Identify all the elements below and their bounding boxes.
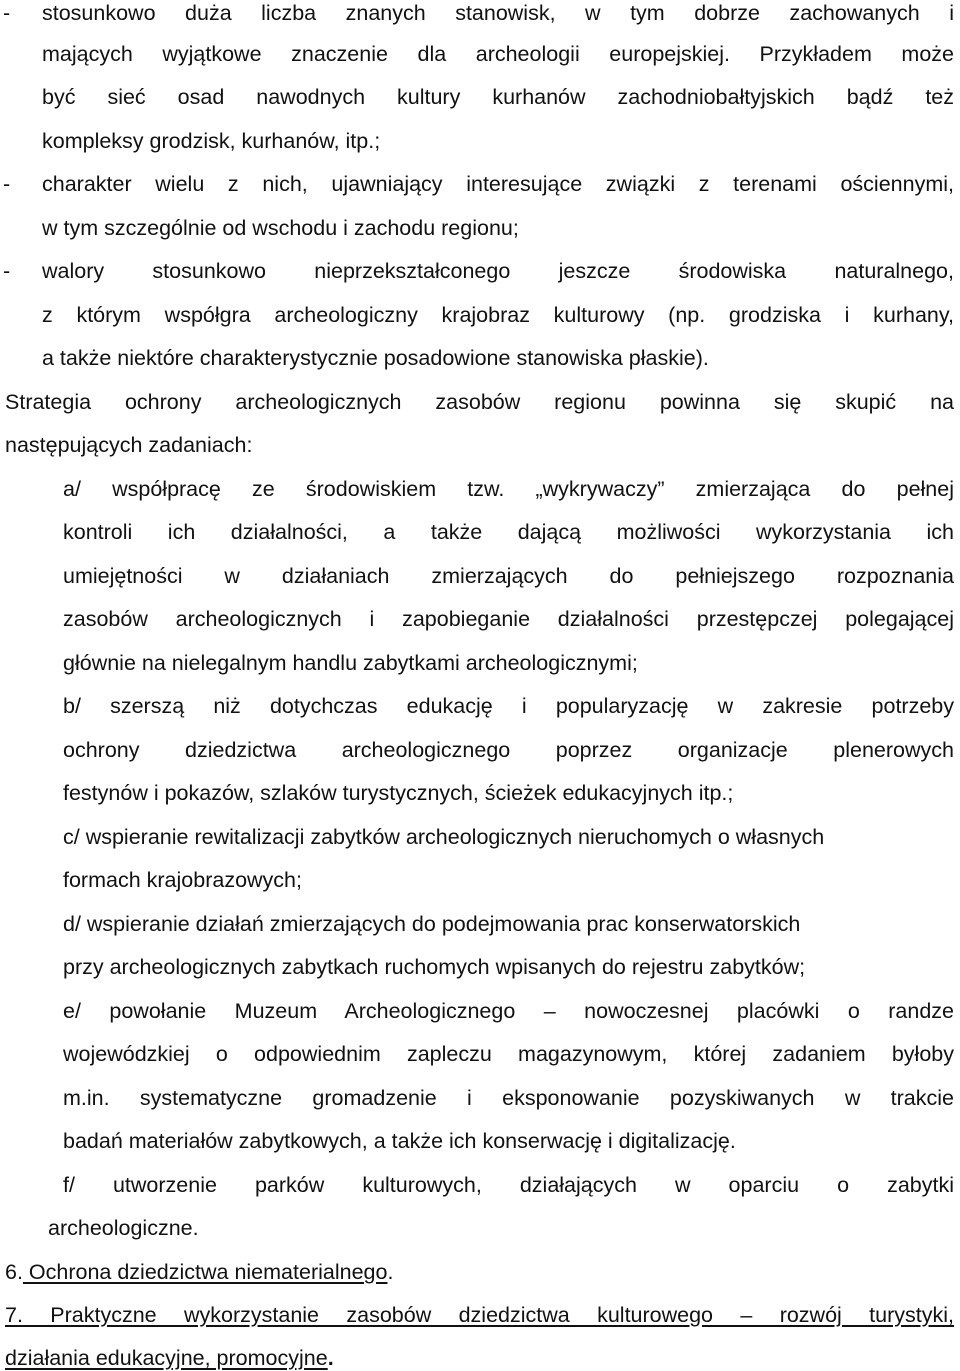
text-line: w tym szczególnie od wschodu i zachodu regionu; xyxy=(42,216,519,240)
text-line: e/ powołanie Muzeum Archeologicznego – nowoczesnej placówki o randze xyxy=(63,999,954,1023)
text-line: a/ współpracę ze środowiskiem tzw. „wykrywaczy” zmierzająca do pełnej xyxy=(63,477,954,501)
text-line: m.in. systematyczne gromadzenie i eksponowanie pozyskiwanych w trakcie xyxy=(63,1086,954,1110)
text-line: kompleksy grodzisk, kurhanów, itp.; xyxy=(42,129,381,153)
text-line: ochrony dziedzictwa archeologicznego poprzez organizacje plenerowych xyxy=(63,738,954,762)
text-line: charakter wielu z nich, ujawniający interesujące związki z terenami ościennymi, xyxy=(42,172,954,196)
bullet-marker: - xyxy=(3,172,11,196)
bullet-marker: - xyxy=(3,1,11,25)
section-title-line xyxy=(5,1345,334,1371)
section-title: Praktyczne wykorzystanie zasobów dziedzictwa kulturowego – rozwój turystyki, xyxy=(22,1303,954,1327)
text-line: badań materiałów zabytkowych, a także ich konserwację i digitalizację. xyxy=(63,1129,736,1153)
section-title: Ochrona dziedzictwa niematerialnego xyxy=(22,1260,388,1284)
text-line: następujących zadaniach: xyxy=(5,433,253,457)
text-line: d/ wspieranie działań zmierzających do podejmowania prac konserwatorskich xyxy=(63,912,801,936)
bullet-marker: - xyxy=(3,259,11,283)
text-line: zasobów archeologicznych i zapobieganie działalności przestępczej polegającej xyxy=(63,607,954,631)
text-line: b/ szerszą niż dotychczas edukację i popularyzację w zakresie potrzeby xyxy=(63,694,954,718)
text-line: być sieć osad nawodnych kultury kurhanów zachodniobałtyjskich bądź też xyxy=(42,85,954,109)
section-title-line xyxy=(5,1302,954,1328)
text-line: archeologiczne. xyxy=(48,1216,199,1240)
text-line: z którym współgra archeologiczny krajobraz kulturowy (np. grodziska i kurhany, xyxy=(42,303,954,327)
text-line: umiejętności w działaniach zmierzających do pełniejszego rozpoznania xyxy=(63,564,954,588)
text-line: f/ utworzenie parków kulturowych, działających w oparciu o zabytki xyxy=(63,1173,954,1197)
text-line: głównie na nielegalnym handlu zabytkami archeologicznymi; xyxy=(63,651,638,675)
section-number: 7. xyxy=(5,1303,23,1327)
text-line: stosunkowo duża liczba znanych stanowisk, w tym dobrze zachowanych i xyxy=(42,1,954,25)
text-line: c/ wspieranie rewitalizacji zabytków archeologicznych nieruchomych o własnych xyxy=(63,825,825,849)
section-trail: . xyxy=(387,1260,394,1284)
text-line: Strategia ochrony archeologicznych zasobów regionu powinna się skupić na xyxy=(5,390,954,414)
section-number: 6. xyxy=(5,1260,23,1284)
section-trail: . xyxy=(327,1346,334,1370)
text-line: przy archeologicznych zabytkach ruchomych wpisanych do rejestru zabytków; xyxy=(63,955,806,979)
text-line: formach krajobrazowych; xyxy=(63,868,302,892)
section-title: działania edukacyjne, promocyjne xyxy=(5,1346,328,1370)
text-line: a także niektóre charakterystycznie posadowione stanowiska płaskie). xyxy=(42,346,709,370)
text-line: mających wyjątkowe znaczenie dla archeologii europejskiej. Przykładem może xyxy=(42,42,954,66)
text-line: festynów i pokazów, szlaków turystycznych, ścieżek edukacyjnych itp.; xyxy=(63,781,734,805)
text-line: wojewódzkiej o odpowiednim zapleczu magazynowym, której zadaniem byłoby xyxy=(63,1042,954,1066)
text-line: walory stosunkowo nieprzekształconego jeszcze środowiska naturalnego, xyxy=(42,259,954,283)
section-heading-6 xyxy=(5,1259,393,1285)
text-line: kontroli ich działalności, a także dającą możliwości wykorzystania ich xyxy=(63,520,954,544)
